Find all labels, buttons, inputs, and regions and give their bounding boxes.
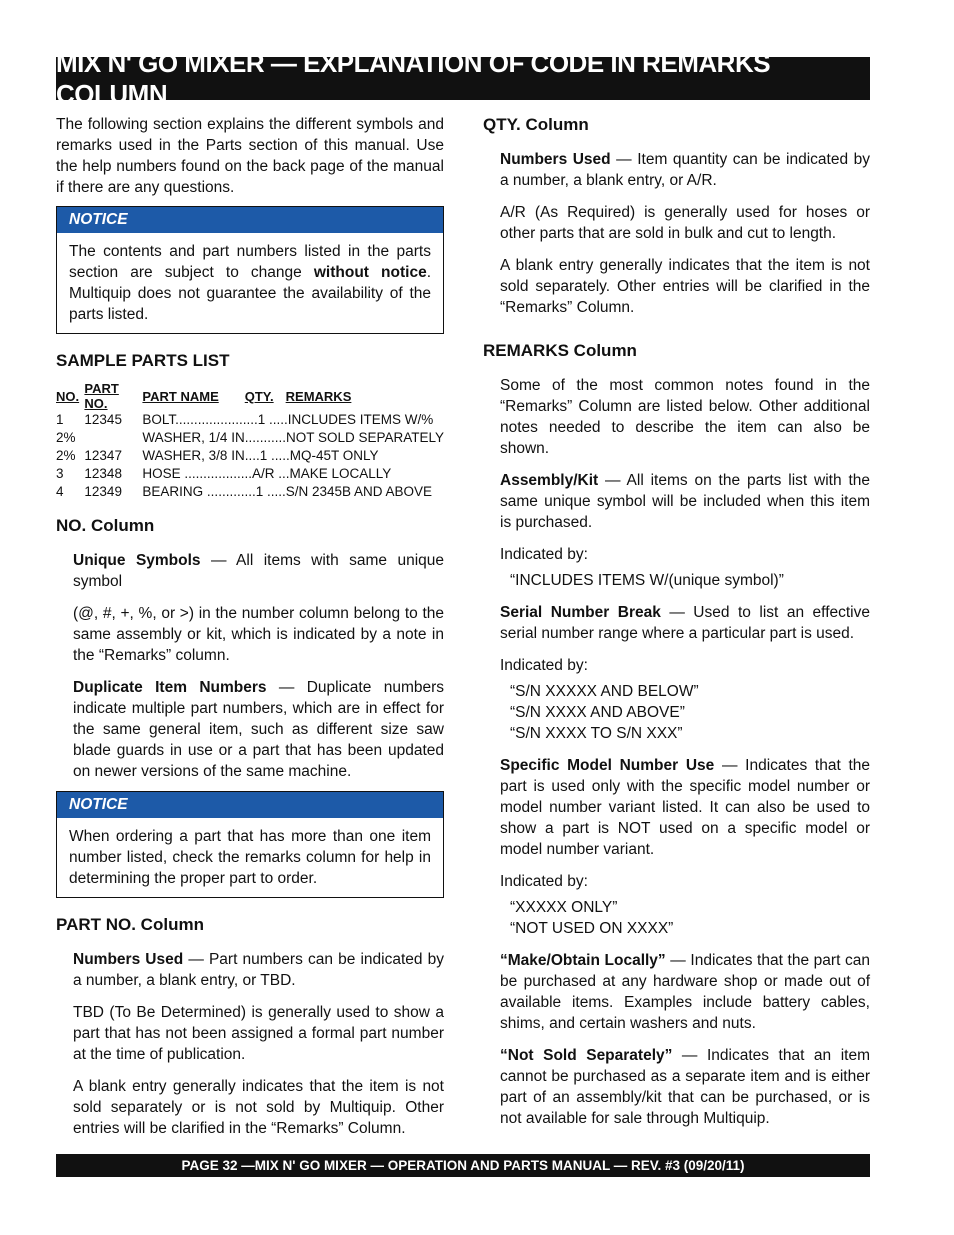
symbols-paragraph: (@, #, +, %, or >) in the number column belong to the same assembly or kit, which is indicated by a note in the “Remarks” column. bbox=[73, 605, 444, 664]
notice-text-b: . Multiquip does not guarantee the availability of the parts listed. bbox=[69, 264, 431, 323]
model-quote: “NOT USED ON XXXX” bbox=[510, 920, 674, 937]
table-row bbox=[56, 411, 444, 429]
notice-text-a: The contents and part numbers listed in the parts section are subject to change bbox=[69, 243, 431, 281]
left-column bbox=[56, 114, 444, 1139]
col-qty: QTY. bbox=[244, 388, 274, 404]
duplicate-text: — Duplicate numbers indicate multiple part numbers, which are in effect for the same general item, such as different size saw blade guards in use or a part that has been updated on newer versions of the same machine. bbox=[73, 679, 445, 780]
partno-numbers-paragraph bbox=[73, 949, 444, 991]
cell-no: 2% bbox=[56, 448, 76, 463]
partno-numbers-text: — Part numbers can be indicated by a number, a blank entry, or TBD. bbox=[73, 951, 444, 989]
not-sold-label: “Not Sold Separately” bbox=[500, 1047, 673, 1064]
make-locally-paragraph bbox=[500, 950, 870, 1034]
duplicate-label: Duplicate Item Numbers bbox=[73, 679, 267, 696]
cell-desc: HOSE ..................A/R ...MAKE LOCALLY bbox=[142, 466, 392, 481]
cell-desc: WASHER, 1/4 IN...........NOT SOLD SEPARATELY bbox=[142, 430, 444, 445]
no-column-heading: NO. Column bbox=[56, 516, 155, 535]
qty-numbers-text: — Item quantity can be indicated by a number, a blank entry, or A/R. bbox=[500, 151, 870, 189]
not-sold-paragraph bbox=[500, 1045, 870, 1129]
cell-desc: BEARING .............1 .....S/N 2345B AND ABOVE bbox=[142, 484, 433, 499]
serial-quote: “S/N XXXX AND ABOVE” bbox=[510, 704, 685, 721]
serial-text: — Used to list an effective serial number range where a particular part is used. bbox=[500, 604, 870, 642]
cell-part-no: 12348 bbox=[84, 466, 122, 481]
partno-numbers-label: Numbers Used bbox=[73, 951, 184, 968]
model-quote: “XXXXX ONLY” bbox=[510, 899, 618, 916]
indicated-by-2: Indicated by: bbox=[500, 657, 588, 674]
tbd-paragraph: TBD (To Be Determined) is generally used to show a part that has not been assigned a formal part number at the time of publication. bbox=[73, 1004, 444, 1063]
notice-text-bold: without notice bbox=[313, 264, 427, 281]
cell-no: 3 bbox=[56, 466, 64, 481]
serial-quote: “S/N XXXX TO S/N XXX” bbox=[510, 725, 683, 742]
col-name-qty-remarks bbox=[142, 381, 444, 411]
serial-paragraph bbox=[500, 602, 870, 644]
cell-part-no: 12349 bbox=[84, 484, 122, 499]
duplicate-paragraph bbox=[73, 677, 444, 782]
cell-desc: BOLT......................1 .....INCLUDES ITEMS W/% bbox=[142, 412, 434, 427]
serial-label: Serial Number Break bbox=[500, 604, 661, 621]
model-text: — Indicates that the part is used only with the specific model number or model number variant listed. It can also be used to show a part is NOT used on a specific model or model number variant. bbox=[500, 757, 870, 858]
table-row bbox=[56, 483, 444, 501]
indicated-by-3: Indicated by: bbox=[500, 873, 588, 890]
assembly-text: — All items on the parts list with the same unique symbol will be included when this item is purchased. bbox=[500, 472, 870, 531]
notice-box-1 bbox=[56, 206, 444, 334]
ar-paragraph: A/R (As Required) is generally used for hoses or other parts that are sold in bulk and cut to length. bbox=[500, 204, 870, 242]
assembly-quote: “INCLUDES ITEMS W/(unique symbol)” bbox=[510, 572, 784, 589]
cell-part-no: 12345 bbox=[84, 412, 122, 427]
notice-label: NOTICE bbox=[57, 792, 443, 818]
make-locally-text: — Indicates that the part can be purchased at any hardware shop or made out of available items. Examples include battery cables, shims, and certain washers and nuts. bbox=[500, 952, 870, 1032]
not-sold-text: — Indicates that an item cannot be purchased as a separate item and is either part of an assembly/kit that can be purchased, or is not available for sale through Multiquip. bbox=[500, 1047, 870, 1127]
cell-no: 2% bbox=[56, 430, 76, 445]
cell-desc: WASHER, 3/8 IN....1 .....MQ-45T ONLY bbox=[142, 448, 379, 463]
unique-symbols-paragraph bbox=[73, 550, 444, 592]
model-label: Specific Model Number Use bbox=[500, 757, 715, 774]
table-row bbox=[56, 447, 444, 465]
partno-blank-paragraph: A blank entry generally indicates that the item is not sold separately or is not sold by Multiquip. Other entries will be clarified in the “Remarks” Column. bbox=[73, 1078, 444, 1137]
right-column bbox=[483, 114, 870, 1129]
notice-text: When ordering a part that has more than one item number listed, check the remarks column for help in determining the proper part to order. bbox=[69, 828, 431, 887]
cell-no: 1 bbox=[56, 412, 64, 427]
serial-quote: “S/N XXXXX AND BELOW” bbox=[510, 683, 699, 700]
unique-symbols-label: Unique Symbols bbox=[73, 552, 201, 569]
assembly-label: Assembly/Kit bbox=[500, 472, 599, 489]
page-title: MIX N' GO MIXER — EXPLANATION OF CODE IN REMARKS COLUMN bbox=[56, 57, 870, 100]
notice-label: NOTICE bbox=[57, 207, 443, 233]
make-locally-label: “Make/Obtain Locally” bbox=[500, 952, 666, 969]
qty-numbers-label: Numbers Used bbox=[500, 151, 611, 168]
sample-heading: SAMPLE PARTS LIST bbox=[56, 351, 230, 370]
indicated-by-1: Indicated by: bbox=[500, 546, 588, 563]
partno-column-heading: PART NO. Column bbox=[56, 915, 204, 934]
cell-part-no bbox=[84, 429, 142, 447]
model-paragraph bbox=[500, 755, 870, 860]
cell-part-no: 12347 bbox=[84, 448, 122, 463]
assembly-paragraph bbox=[500, 470, 870, 533]
page-footer: PAGE 32 —MIX N' GO MIXER — OPERATION AND PARTS MANUAL — REV. #3 (09/20/11) bbox=[56, 1154, 870, 1177]
intro-paragraph: The following section explains the different symbols and remarks used in the Parts section of this manual. Use the help numbers found on the back page of the manual if there are any questions. bbox=[56, 116, 444, 196]
unique-symbols-text: — All items with same unique symbol bbox=[73, 552, 444, 590]
remarks-intro: Some of the most common notes found in the “Remarks” Column are listed below. Other additional notes needed to describe the item can also be shown. bbox=[500, 377, 870, 457]
col-part-no: PART NO. bbox=[84, 381, 119, 411]
cell-no: 4 bbox=[56, 484, 64, 499]
qty-numbers-paragraph bbox=[500, 149, 870, 191]
col-no: NO. bbox=[56, 388, 80, 404]
notice-text bbox=[57, 233, 443, 333]
table-row bbox=[56, 429, 444, 447]
notice-box-2 bbox=[56, 791, 444, 898]
table-row bbox=[56, 465, 444, 483]
sample-parts-table bbox=[56, 381, 444, 501]
col-remarks: REMARKS bbox=[285, 388, 352, 404]
col-part-name: PART NAME bbox=[142, 388, 219, 404]
qty-blank-paragraph: A blank entry generally indicates that the item is not sold separately. Other entries will be clarified in the “Remarks” Column. bbox=[500, 257, 870, 316]
qty-column-heading: QTY. Column bbox=[483, 115, 589, 134]
remarks-column-heading: REMARKS Column bbox=[483, 341, 637, 360]
